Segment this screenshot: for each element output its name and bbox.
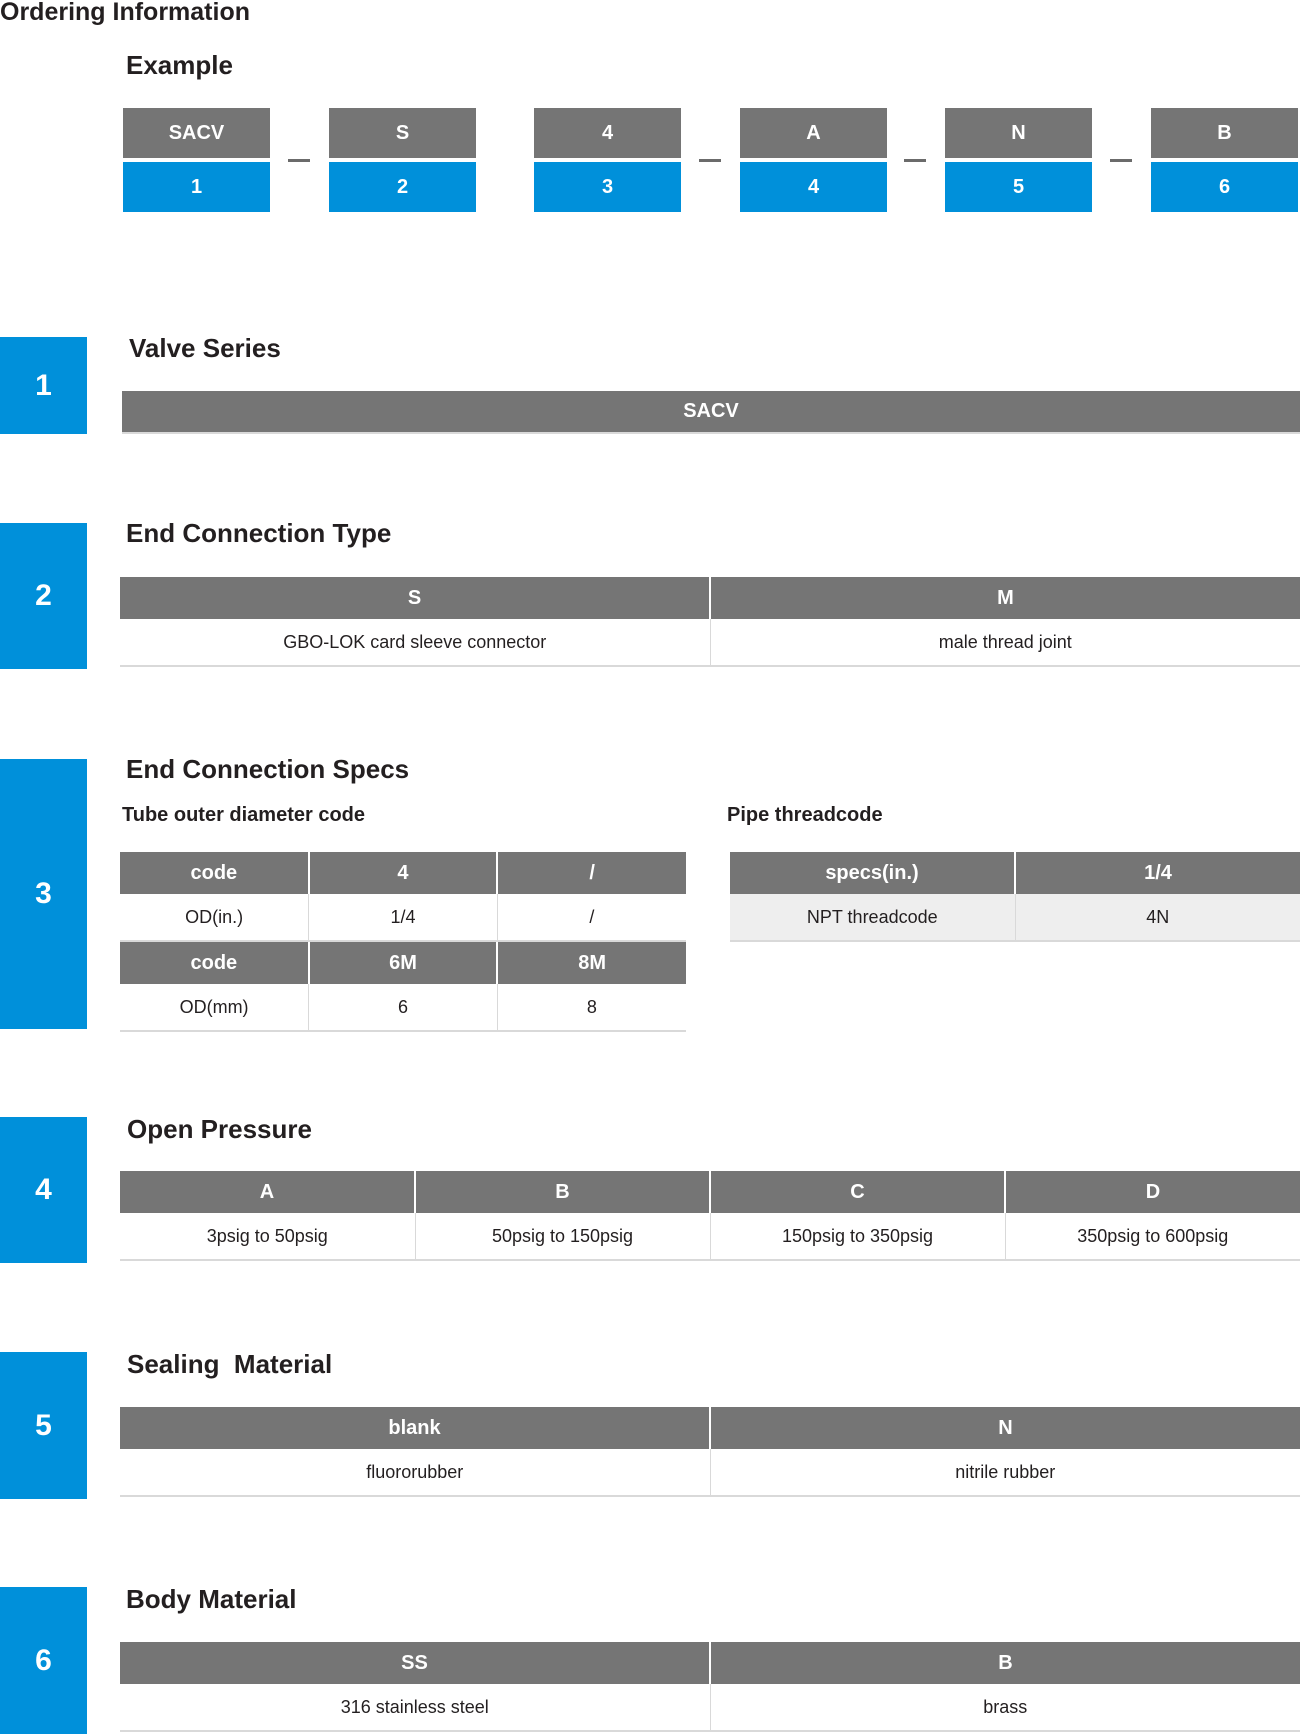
table-header-cell: A (120, 1171, 415, 1213)
section-2-title: End Connection Type (126, 518, 392, 548)
section-2-badge: 2 (0, 523, 87, 669)
section-5-title: Sealing Material (127, 1349, 333, 1379)
example-position-6: 6 (1151, 162, 1298, 212)
table-cell: 8 (497, 984, 686, 1031)
table-cell: 1/4 (309, 894, 498, 941)
section-5-badge: 5 (0, 1352, 87, 1499)
table-header-cell: 4 (309, 852, 498, 894)
tube-od-label: Tube outer diameter code (122, 804, 366, 826)
example-code-sealing: N (945, 108, 1092, 158)
example-code-end-type: S (329, 108, 476, 158)
table-cell: 316 stainless steel (120, 1684, 710, 1731)
section-4-title: Open Pressure (127, 1114, 312, 1144)
table-cell: brass (710, 1684, 1300, 1731)
section-1-badge: 1 (0, 337, 87, 434)
table-cell: OD(in.) (120, 894, 309, 941)
table-header-cell: code (120, 941, 309, 984)
example-dash (904, 159, 926, 162)
tube-od-table (120, 852, 686, 1032)
table-header-cell: C (710, 1171, 1005, 1213)
table-header-cell: specs(in.) (730, 852, 1015, 894)
example-heading: Example (126, 50, 233, 80)
end-connection-type-table (120, 577, 1300, 667)
table-header-cell: / (497, 852, 686, 894)
table-cell: 6 (309, 984, 498, 1031)
table-header-cell: S (120, 577, 710, 619)
table-header-cell: 6M (309, 941, 498, 984)
table-cell: / (497, 894, 686, 941)
example-dash (699, 159, 721, 162)
table-header-cell: B (415, 1171, 710, 1213)
example-code-body: B (1151, 108, 1298, 158)
table-cell: 150psig to 350psig (710, 1213, 1005, 1260)
table-cell: 4N (1015, 894, 1300, 941)
pipe-thread-table (730, 852, 1300, 942)
table-cell: male thread joint (710, 619, 1300, 666)
table-header-cell: D (1005, 1171, 1300, 1213)
table-header-cell: SS (120, 1642, 710, 1684)
example-dash (288, 159, 310, 162)
example-position-4: 4 (740, 162, 887, 212)
sealing-material-table (120, 1407, 1300, 1497)
table-header-cell: N (710, 1407, 1300, 1449)
body-material-table (120, 1642, 1300, 1732)
example-code-series: SACV (123, 108, 270, 158)
example-code-end-specs: 4 (534, 108, 681, 158)
example-position-1: 1 (123, 162, 270, 212)
valve-series-value: SACV (122, 391, 1300, 434)
table-header-cell: M (710, 577, 1300, 619)
table-header-cell: B (710, 1642, 1300, 1684)
example-position-5: 5 (945, 162, 1092, 212)
section-1-title: Valve Series (129, 333, 281, 363)
section-3-title: End Connection Specs (126, 754, 410, 784)
open-pressure-table (120, 1171, 1300, 1261)
section-4-badge: 4 (0, 1117, 87, 1263)
section-6-badge: 6 (0, 1587, 87, 1734)
table-cell: fluororubber (120, 1449, 710, 1496)
table-cell: nitrile rubber (710, 1449, 1300, 1496)
example-dash (1110, 159, 1132, 162)
table-cell: 50psig to 150psig (415, 1213, 710, 1260)
example-position-2: 2 (329, 162, 476, 212)
example-position-3: 3 (534, 162, 681, 212)
table-header-cell: code (120, 852, 309, 894)
table-cell: GBO-LOK card sleeve connector (120, 619, 710, 666)
section-6-title: Body Material (126, 1584, 297, 1614)
pipe-thread-label: Pipe threadcode (727, 804, 883, 826)
table-header-cell: 1/4 (1015, 852, 1300, 894)
section-3-badge: 3 (0, 759, 87, 1029)
table-cell: 3psig to 50psig (120, 1213, 415, 1260)
table-cell: NPT threadcode (730, 894, 1015, 941)
example-code-pressure: A (740, 108, 887, 158)
table-cell: 350psig to 600psig (1005, 1213, 1300, 1260)
table-cell: OD(mm) (120, 984, 309, 1031)
table-header-cell: 8M (497, 941, 686, 984)
page-title: Ordering Information (0, 0, 250, 26)
table-header-cell: blank (120, 1407, 710, 1449)
